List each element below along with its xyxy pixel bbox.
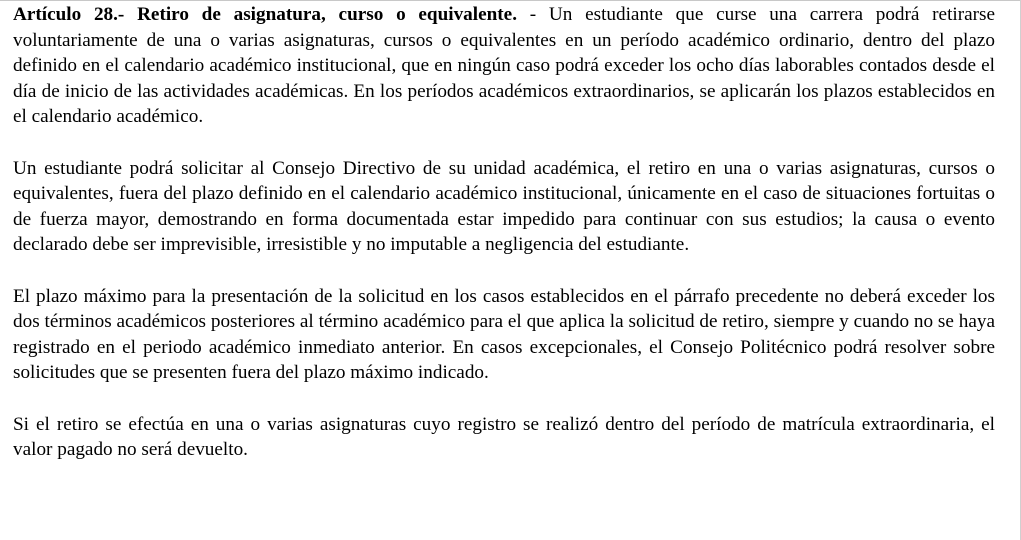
article-paragraph-1	[13, 2, 995, 130]
article-paragraph-2: Un estudiante podrá solicitar al Consejo Directivo de su unidad académica, el retiro en una o varias asignaturas, cursos o equivalentes, fuera del plazo definido en el calendario académico institucional, únicamente en el caso de situaciones fortuitas o de fuerza mayor, demostrando en forma documentada estar impedido para continuar con sus estudios; la causa o evento declarado debe ser imprevisible, irresistible y no imputable a negligencia del estudiante.	[13, 157, 995, 256]
document-body	[13, 2, 995, 463]
page-top-border	[0, 0, 1021, 1]
article-paragraph-3: El plazo máximo para la presentación de la solicitud en los casos establecidos en el párrafo precedente no deberá exceder los dos términos académicos posteriores al término académico para el que aplica la solicitud de retiro, siempre y cuando no se haya registrado en el periodo académico inmediato anterior. En casos excepcionales, el Consejo Politécnico podrá resolver sobre solicitudes que se presenten fuera del plazo máximo indicado.	[13, 285, 995, 384]
article-heading: Artículo 28.- Retiro de asignatura, curso o equivalente.	[13, 4, 518, 25]
article-paragraph-4: Si el retiro se efectúa en una o varias asignaturas cuyo registro se realizó dentro del período de matrícula extraordinaria, el valor pagado no será devuelto.	[13, 413, 995, 461]
article-paragraph-1-body: Un estudiante que curse una carrera podrá retirarse voluntariamente de una o varias asignaturas, cursos o equivalentes en un período académico ordinario, dentro del plazo definido en el calendario académico institucional, que en ningún caso podrá exceder los ocho días laborables contados desde el día de inicio de las actividades académicas. En los períodos académicos extraordinarios, se aplicarán los plazos establecidos en el calendario académico.	[13, 4, 996, 128]
heading-separator: -	[517, 4, 549, 25]
